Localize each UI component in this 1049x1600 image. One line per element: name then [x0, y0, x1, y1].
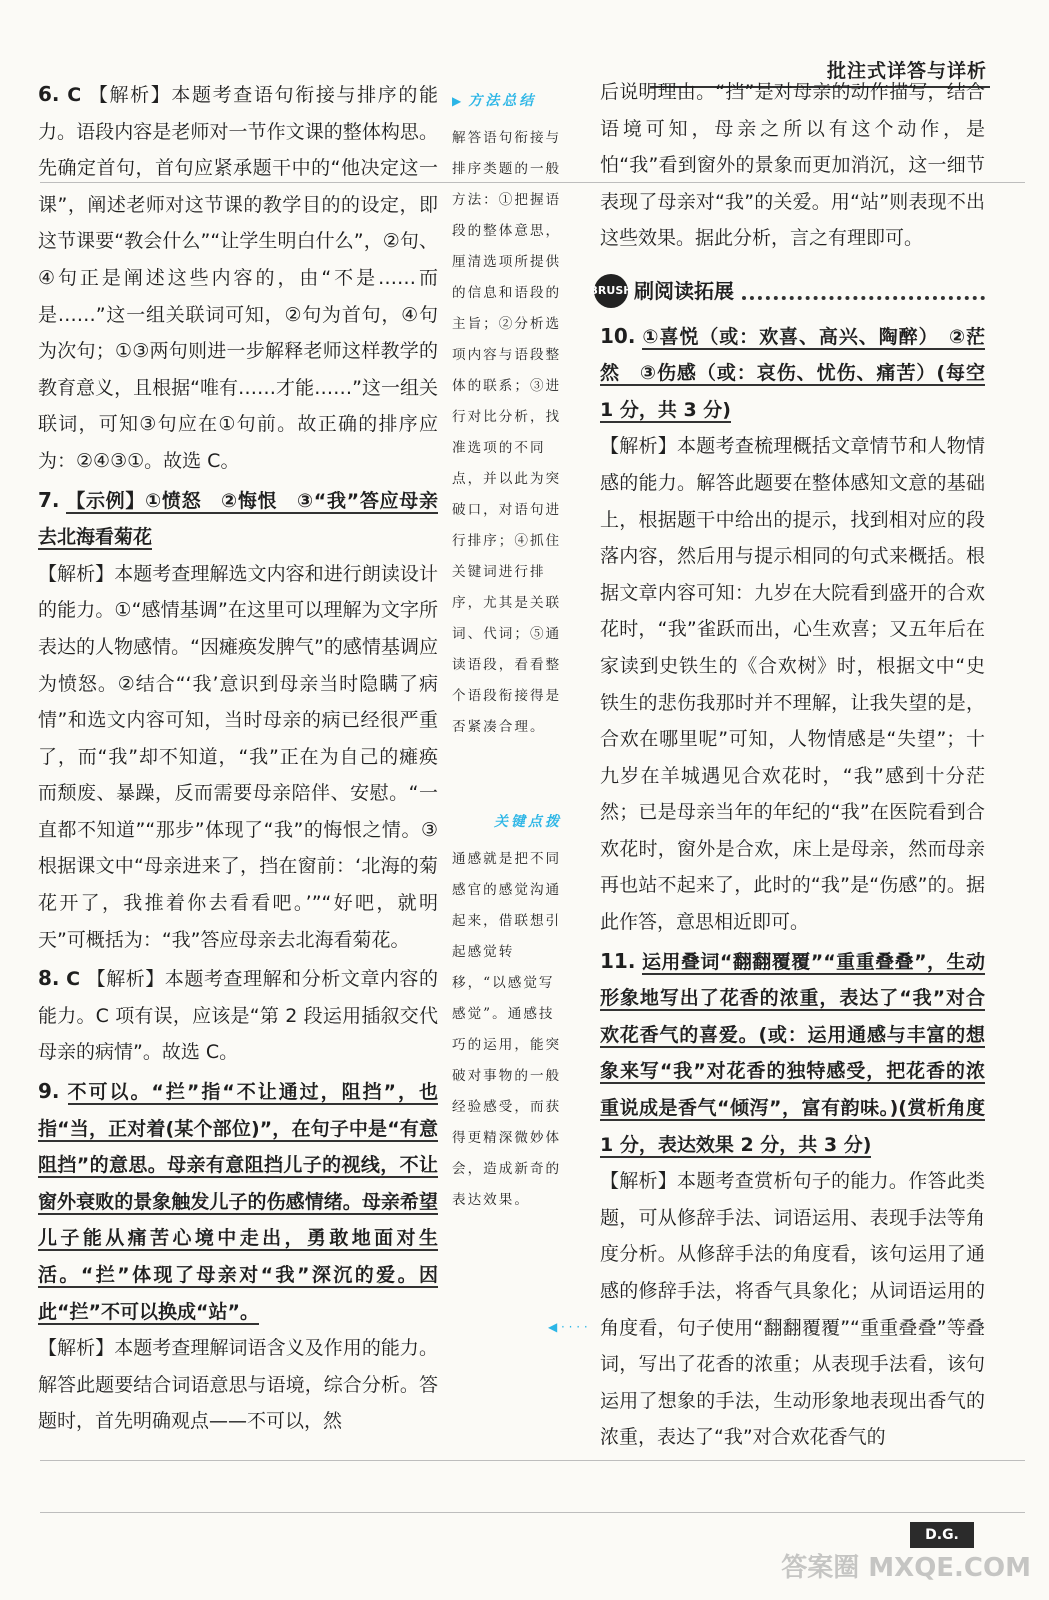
answer: 不可以。“拦”指“不让通过，阻挡”，也指“当，正对着(某个部位)”，在句子中是“有意阻挡”的意思。母亲有意阻挡儿子的视线，不让窗外衰败的景象触发儿子的伤感情绪。母亲希望儿子能从痛苦心境中走出，勇敢地面对生活。“拦”体现了母亲对“我”深沉的爱。因此“拦”不可以换成“站”。: [38, 1081, 438, 1323]
analysis-text: 后说明理由。“挡”是对母亲的动作描写，结合语境可知，母亲之所以有这个动作，是怕“我”看到窗外的景象而更加消沉，这一细节表现了母亲对“我”的关爱。用“站”则表现不出这些效果。据此分析，言之有理即可。: [600, 81, 985, 250]
page-header: 批注式详答与详析: [826, 60, 987, 82]
divider-line: [40, 1512, 1025, 1513]
left-column: [38, 74, 438, 1440]
section-title: 刷阅读拓展: [634, 278, 734, 303]
answer: 运用叠词“翻翻覆覆”“重重叠叠”，生动形象地写出了花香的浓重，表达了“我”对合欢花香气的喜爱。(或：运用通感与丰富的想象来写“我”对花香的独特感受，把花香的浓重说成是香气“倾泻”，富有韵味。)(赏析角度 1 分，表达效果 2 分，共 3 分): [600, 950, 985, 1156]
analysis-text: 【解析】本题考查赏析句子的能力。作答此类题，可从修辞手法、词语运用、表现手法等角度分析。从修辞手法的角度看，该句运用了通感的修辞手法，将香气具象化；从词语运用的角度看，句子使用“翻翻覆覆”“重重叠叠”等叠词，写出了花香的浓重；从表现手法看，该句运用了想象的手法，生动形象地表现出香气的浓重，表达了“我”对合欢花香气的: [600, 1170, 985, 1449]
question-number: 6.: [38, 82, 60, 106]
question-number: 11.: [600, 948, 636, 973]
analysis-text: 【解析】本题考查理解和分析文章内容的能力。C 项有误，应该是“第 2 段运用插叙交代母亲的病情”。故选 C。: [38, 968, 438, 1064]
question-number: 7.: [38, 487, 60, 512]
answer: ①喜悦（或：欢喜、高兴、陶醉） ②茫然 ③伤感（或：哀伤、忧伤、痛苦）(每空 1 分，共 3 分): [600, 325, 985, 421]
side-note-body: 解答语句衔接与排序类题的一般方法：①把握语段的整体意思，厘清选项所提供的信息和语段的主旨；②分析选项内容与语段整体的联系；③进行对比分析，找准选项的不同点，并以此为突破口，对语句进行排序；④抓住关键词进行排序，尤其是关联词、代词；⑤通读语段，看看整个语段衔接得是否紧凑合理。: [452, 130, 562, 735]
question-8: [38, 960, 438, 1071]
watermark: 答案圈 MXQE.COM: [781, 1553, 1031, 1583]
side-notes: [452, 86, 562, 1216]
analysis-text: 【解析】本题考查理解词语含义及作用的能力。解答此题要结合词语意思与语境，综合分析。答题时，首先明确观点——不可以，然: [38, 1337, 438, 1433]
side-note-title: 关键点拨: [494, 814, 562, 830]
question-10: [600, 318, 985, 429]
arrow-left-icon: ◀ · · · ·: [548, 1320, 588, 1334]
question-number: 9.: [38, 1079, 60, 1104]
analysis-text: 【解析】本题考查语句衔接与排序的能力。语段内容是老师对一节作文课的整体构思。先确定首句，首句应紧承题干中的“他决定这一课”，阐述老师对这节课的教学目的的设定，即这节课要“教会什么”“让学生明白什么”，②句、④句正是阐述这些内容的，由“不是……而是……”这一组关联词可知，②句为首句，④句为次句；①③两句则进一步解释老师这样教学的教育意义，且根据“唯有……才能……”这一组关联词，可知③句应在①句前。故正确的排序应为：②④③①。故选 C。: [38, 84, 438, 472]
question-6: [38, 76, 438, 480]
side-note-body: 通感就是把不同感官的感觉沟通起来，借联想引起感觉转移，“以感觉写感觉”。通感技巧的运用，能突破对事物的一般经验感受，而获得更精深微妙体会，造成新奇的表达效果。: [452, 851, 562, 1208]
question-11: [600, 943, 985, 1164]
question-7: [38, 482, 438, 556]
question-9: [38, 1073, 438, 1330]
page-number: D.G.: [910, 1522, 974, 1548]
question-number: 8.: [38, 966, 60, 991]
brush-icon: BRUSH: [594, 274, 628, 308]
arrow-right-icon: ▶: [452, 94, 465, 108]
question-number: 10.: [600, 323, 636, 348]
dotted-rule: [742, 282, 985, 300]
analysis-text: 【解析】本题考查梳理概括文章情节和人物情感的能力。解答此题要在整体感知文意的基础上，根据题干中给出的提示，找到相对应的段落内容，然后用与提示相同的句式来概括。根据文章内容可知：九岁在大院看到盛开的合欢花时，“我”雀跃而出，心生欢喜；又五年后在家读到史铁生的《合欢树》时，根据文中“史铁生的悲伤我那时并不理解，让我失望的是，合欢在哪里呢”可知，人物情感是“失望”；十九岁在羊城遇见合欢花时，“我”感到十分茫然；已是母亲当年的年纪的“我”在医院看到合欢花时，窗外是合欢，床上是母亲，然而母亲再也站不起来了，此时的“我”是“伤感”的。据此作答，意思相近即可。: [600, 435, 985, 934]
divider-line: [40, 1460, 1025, 1461]
analysis-text: 【解析】本题考查理解选文内容和进行朗读设计的能力。①“感情基调”在这里可以理解为文字所表达的人物感情。“因瘫痪发脾气”的感情基调应为愤怒。②结合“‘我’意识到母亲当时隐瞒了病情”和选文内容可知，当时母亲的病已经很严重了，而“我”却不知道，“我”正在为自己的瘫痪而颓废、暴躁，反而需要母亲陪伴、安慰。“一直都不知道”“那步”体现了“我”的悔恨之情。③根据课文中“母亲进来了，挡在窗前：‘北海的菊花开了，我推着你去看看吧。’”“好吧，就明天”可概括为：“我”答应母亲去北海看菊花。: [38, 562, 438, 951]
right-column: [589, 74, 985, 1456]
answer: 【示例】①愤怒 ②悔恨 ③“我”答应母亲去北海看菊花: [38, 489, 438, 549]
answer: C: [66, 968, 81, 991]
side-note-title: ▶ 方法总结: [452, 86, 562, 117]
section-banner: [589, 273, 985, 310]
answer: C: [67, 84, 82, 106]
